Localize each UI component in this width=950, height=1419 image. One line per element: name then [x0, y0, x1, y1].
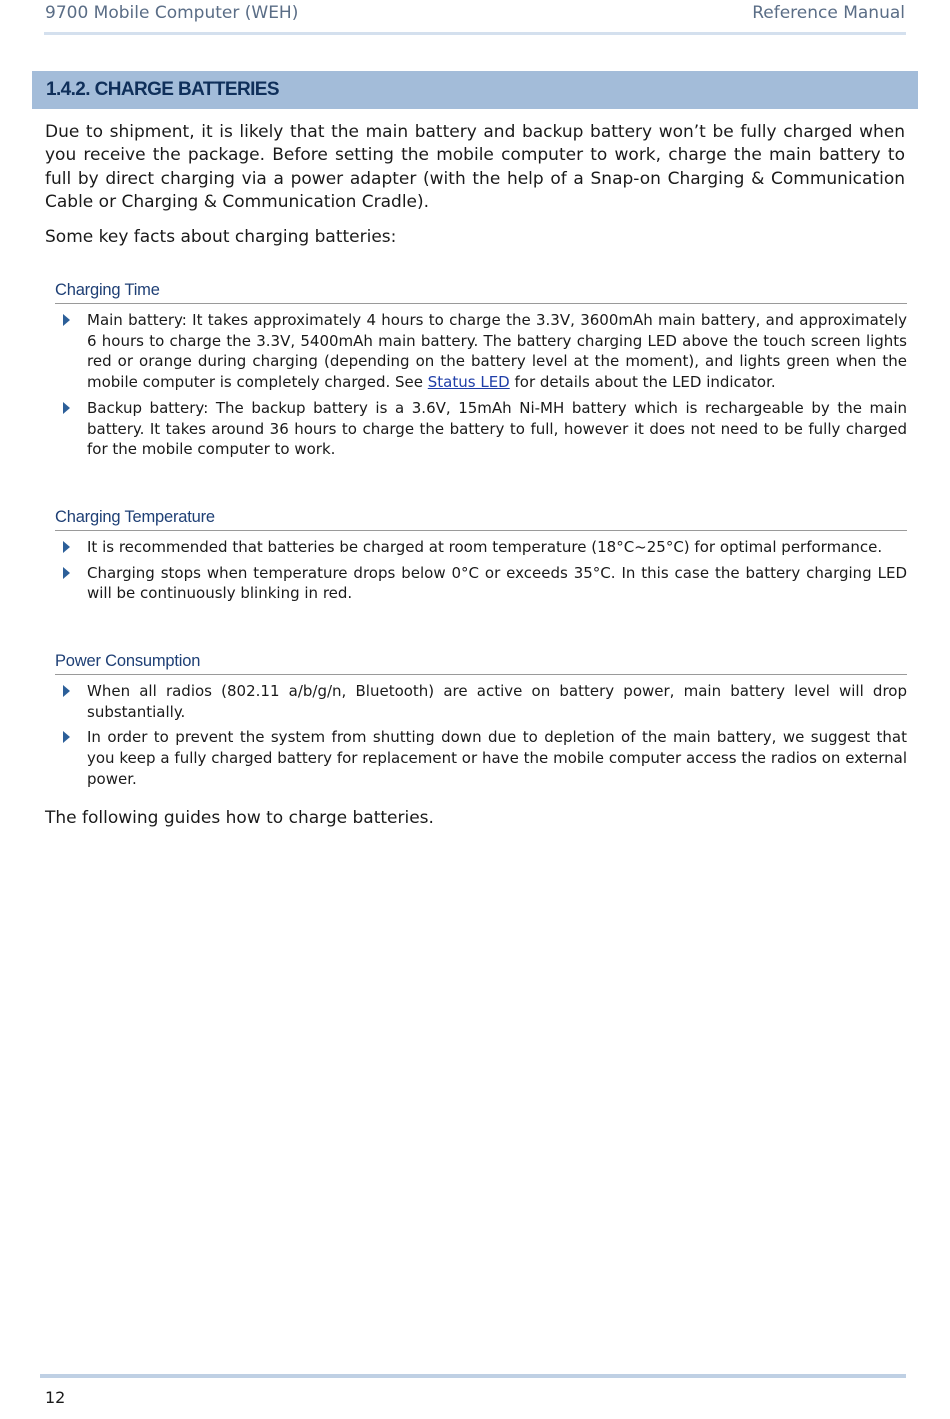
status-led-link[interactable]: Status LED: [427, 373, 510, 392]
page-number: 12: [45, 1388, 66, 1407]
subsection-title: Charging Time: [55, 281, 907, 304]
bullet-arrow-icon: [63, 314, 70, 326]
bullet-arrow-icon: [63, 567, 70, 579]
list-item: [55, 681, 907, 722]
list-item: [55, 727, 907, 789]
bullet-arrow-icon: [63, 731, 70, 743]
bullet-text: Charging stops when temperature drops below 0°C or exceeds 35°C. In this case the battery charging LED will be continuously blinking in red.: [87, 563, 907, 603]
header-manual-label: Reference Manual: [752, 3, 905, 23]
bullet-text: When all radios (802.11 a/b/g/n, Bluetooth) are active on battery power, main battery level will drop substantially.: [87, 682, 907, 721]
intro-paragraph: Due to shipment, it is likely that the main battery and backup battery won’t be fully charged when you receive the package. Before setting the mobile computer to work, charge the main battery to full by direct charging via a power adapter (with the help of a Snap-on Charging & Communication Cable or Charging & Communication Cradle).: [45, 122, 905, 212]
bullet-list: [55, 681, 907, 790]
bullet-arrow-icon: [63, 685, 70, 697]
bullet-list: [55, 537, 907, 604]
bullet-text: Backup battery: The backup battery is a 3.6V, 15mAh Ni-MH battery which is rechargeable by the main battery. It takes around 36 hours to charge the battery to full, however it does not need to be fully charged for the mobile computer to work.: [87, 398, 907, 459]
bullet-text: Main battery: It takes approximately 4 hours to charge the 3.3V, 3600mAh main battery, and approximately 6 hours to charge the 3.3V, 5400mAh main battery. The battery charging LED above the touch screen lights red or orange during charging (depending on the battery level at the moment), and lights green when the mobile computer is completely charged. See: [87, 311, 907, 392]
footer-divider: [40, 1374, 906, 1378]
bullet-arrow-icon: [63, 402, 70, 414]
subsection-title: Charging Temperature: [55, 508, 907, 531]
key-facts-line: Some key facts about charging batteries:: [45, 227, 397, 247]
bullet-list: [55, 310, 907, 460]
closing-paragraph: The following guides how to charge batteries.: [45, 808, 434, 828]
charging-temperature-section: [55, 508, 907, 604]
list-item: [55, 563, 907, 604]
list-item: [55, 310, 907, 393]
power-consumption-section: [55, 652, 907, 790]
list-item: [55, 398, 907, 460]
header-divider: [44, 32, 906, 35]
bullet-text-continued: for details about the LED indicator.: [509, 373, 776, 392]
section-heading: 1.4.2. CHARGE BATTERIES: [32, 71, 918, 109]
bullet-text: In order to prevent the system from shutting down due to depletion of the main battery, we suggest that you keep a fully charged battery for replacement or have the mobile computer access the radios on external power.: [87, 728, 907, 788]
bullet-arrow-icon: [63, 541, 70, 553]
header-document-title: 9700 Mobile Computer (WEH): [45, 3, 299, 23]
charging-time-section: [55, 281, 907, 460]
bullet-text: It is recommended that batteries be charged at room temperature (18°C~25°C) for optimal performance.: [87, 538, 883, 556]
subsection-title: Power Consumption: [55, 652, 907, 675]
list-item: [55, 537, 907, 558]
